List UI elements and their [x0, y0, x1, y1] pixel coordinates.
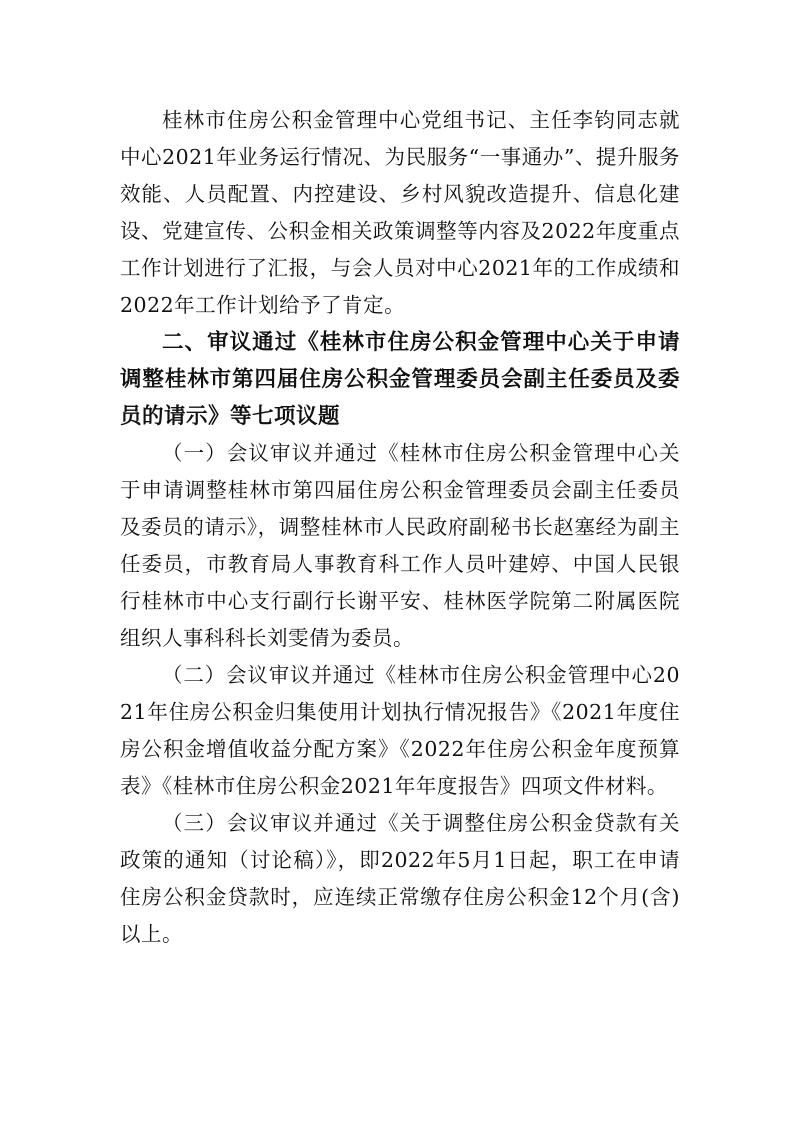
document-body — [120, 102, 680, 953]
paragraph-work-report: 桂林市住房公积金管理中心党组书记、主任李钧同志就中心2021年业务运行情况、为民服务“一事通办”、提升服务效能、人员配置、内控建设、乡村风貌改造提升、信息化建设、党建宣传、公积金相关政策调整等内容及2022年度重点工作计划进行了汇报，与会人员对中心2021年的工作成绩和2022年工作计划给予了肯定。 — [120, 108, 680, 317]
paragraph-item-one: （一）会议审议并通过《桂林市住房公积金管理中心关于申请调整桂林市第四届住房公积金管理委员会副主任委员及委员的请示》，调整桂林市人民政府副秘书长赵塞经为副主任委员，市教育局人事教育科工作人员叶建婷、中国人民银行桂林市中心支行副行长谢平安、桂林医学院第二附属医院组织人事科科长刘雯倩为委员。 — [120, 441, 680, 650]
paragraph-item-three: （三）会议审议并通过《关于调整住房公积金贷款有关政策的通知（讨论稿）》，即2022年5月1日起，职工在申请住房公积金贷款时，应连续正常缴存住房公积金12个月(含)以上。 — [120, 811, 680, 946]
section-heading-two: 二、审议通过《桂林市住房公积金管理中心关于申请调整桂林市第四届住房公积金管理委员会副主任委员及委员的请示》等七项议题 — [120, 330, 680, 429]
paragraph-item-two: （二）会议审议并通过《桂林市住房公积金管理中心2021年住房公积金归集使用计划执行情况报告》《2021年度住房公积金增值收益分配方案》《2022年住房公积金年度预算表》《桂林市住房公积金2021年年度报告》四项文件材料。 — [120, 663, 680, 798]
